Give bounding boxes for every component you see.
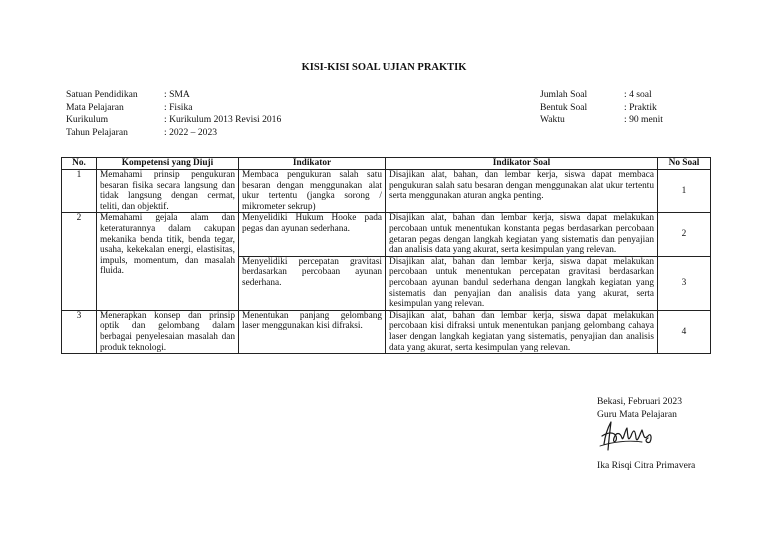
header-no: No.	[62, 158, 97, 170]
table-row	[62, 170, 711, 213]
kompetensi-cell: Memahami gejala alam dan keteraturannya dalam cakupan mekanika benda titik, benda tegar, usaha, kekekalan energi, elastisitas, impuls, momentum, dan masalah fluida.	[97, 213, 239, 310]
signature-place-date: Bekasi, Februari 2023	[597, 396, 682, 407]
indikator-soal-cell: Disajikan alat, bahan dan lembar kerja, siswa dapat melakukan percobaan untuk menentukan percepatan gravitasi berdasarkan percobaan ayunan bandul sederhana dengan langkah kegiatan yang sistematis dan penyajian dan analisis data yang akurat, serta kesimpulan yang relevan.	[386, 256, 658, 310]
kompetensi-cell: Menerapkan konsep dan prinsip optik dan gelombang dalam berbagai penyelesaian masalah dan produk teknologi.	[97, 310, 239, 353]
signature-role: Guru Mata Pelajaran	[597, 409, 677, 420]
meta-row	[540, 114, 663, 127]
meta-key: Mata Pelajaran	[66, 101, 124, 113]
meta-value: : 4 soal	[624, 89, 652, 100]
meta-right	[540, 89, 663, 127]
no-soal-cell: 2	[658, 213, 711, 256]
no-soal-cell: 1	[658, 170, 711, 213]
no-soal-cell: 3	[658, 256, 711, 310]
row-number: 1	[62, 170, 97, 213]
indikator-soal-cell: Disajikan alat, bahan dan lembar kerja, siswa dapat melakukan percobaan kisi difraksi untuk menentukan panjang gelombang cahaya laser dengan langkah kegiatan yang sistematis, penyajian dan analisis data yang akurat, serta kesimpulan yang relevan.	[386, 310, 658, 353]
meta-value: : Praktik	[624, 101, 657, 113]
kisi-kisi-table	[61, 157, 711, 354]
signature-scribble-icon	[598, 418, 658, 454]
indikator-cell: Membaca pengukuran salah satu besaran dengan menggunakan alat ukur tertentu (jangka sorong / mikrometer sekrup)	[239, 170, 386, 213]
meta-row	[540, 102, 663, 115]
header-indikator: Indikator	[239, 158, 386, 170]
indikator-cell: Menyelidiki percepatan gravitasi berdasarkan percobaan ayunan sederhana.	[239, 256, 386, 310]
row-number: 3	[62, 310, 97, 353]
meta-left	[66, 89, 281, 139]
indikator-cell: Menyelidiki Hukum Hooke pada pegas dan ayunan sederhana.	[239, 213, 386, 256]
header-no-soal: No Soal	[658, 158, 711, 170]
meta-row	[66, 114, 281, 127]
meta-key: Jumlah Soal	[540, 89, 588, 100]
table-row	[62, 310, 711, 353]
table-row	[62, 213, 711, 256]
signature-name: Ika Risqi Citra Primavera	[597, 460, 696, 471]
document-title: KISI-KISI SOAL UJIAN PRAKTIK	[301, 62, 467, 73]
header-kompetensi: Kompetensi yang Diuji	[97, 158, 239, 170]
meta-value: : Kurikulum 2013 Revisi 2016	[164, 114, 282, 126]
meta-key: Bentuk Soal	[540, 101, 588, 113]
meta-row	[66, 127, 281, 140]
table-header-row	[62, 158, 711, 170]
indikator-soal-cell: Disajikan alat, bahan, dan lembar kerja, siswa dapat membaca pengukuran salah satu besaran dengan menggunakan alat ukur tertentu serta menggunakan aturan angka penting.	[386, 170, 658, 213]
meta-value: : Fisika	[164, 101, 193, 113]
handwritten-signature	[598, 418, 658, 459]
meta-key: Waktu	[540, 114, 565, 126]
header-indikator-soal: Indikator Soal	[386, 158, 658, 170]
meta-row	[66, 89, 281, 102]
meta-value: : SMA	[164, 89, 190, 100]
no-soal-cell: 4	[658, 310, 711, 353]
meta-value: : 90 menit	[624, 114, 663, 126]
meta-key: Tahun Pelajaran	[66, 126, 128, 138]
meta-row	[540, 89, 663, 102]
row-number: 2	[62, 213, 97, 310]
indikator-soal-cell: Disajikan alat, bahan dan lembar kerja, siswa dapat melakukan percobaan untuk menentukan konstanta pegas berdasarkan percobaan getaran pegas dengan langkah kegiatan yang sistematis dan penyajian dan analisis data yang akurat, serta kesimpulan yang relevan.	[386, 213, 658, 256]
meta-key: Kurikulum	[66, 114, 109, 126]
kompetensi-cell: Memahami prinsip pengukuran besaran fisika secara langsung dan tidak langsung dengan cermat, teliti, dan objektif.	[97, 170, 239, 213]
meta-key: Satuan Pendidikan	[66, 89, 138, 100]
indikator-cell: Menentukan panjang gelombang laser menggunakan kisi difraksi.	[239, 310, 386, 353]
meta-row	[66, 102, 281, 115]
meta-value: : 2022 – 2023	[164, 126, 218, 138]
